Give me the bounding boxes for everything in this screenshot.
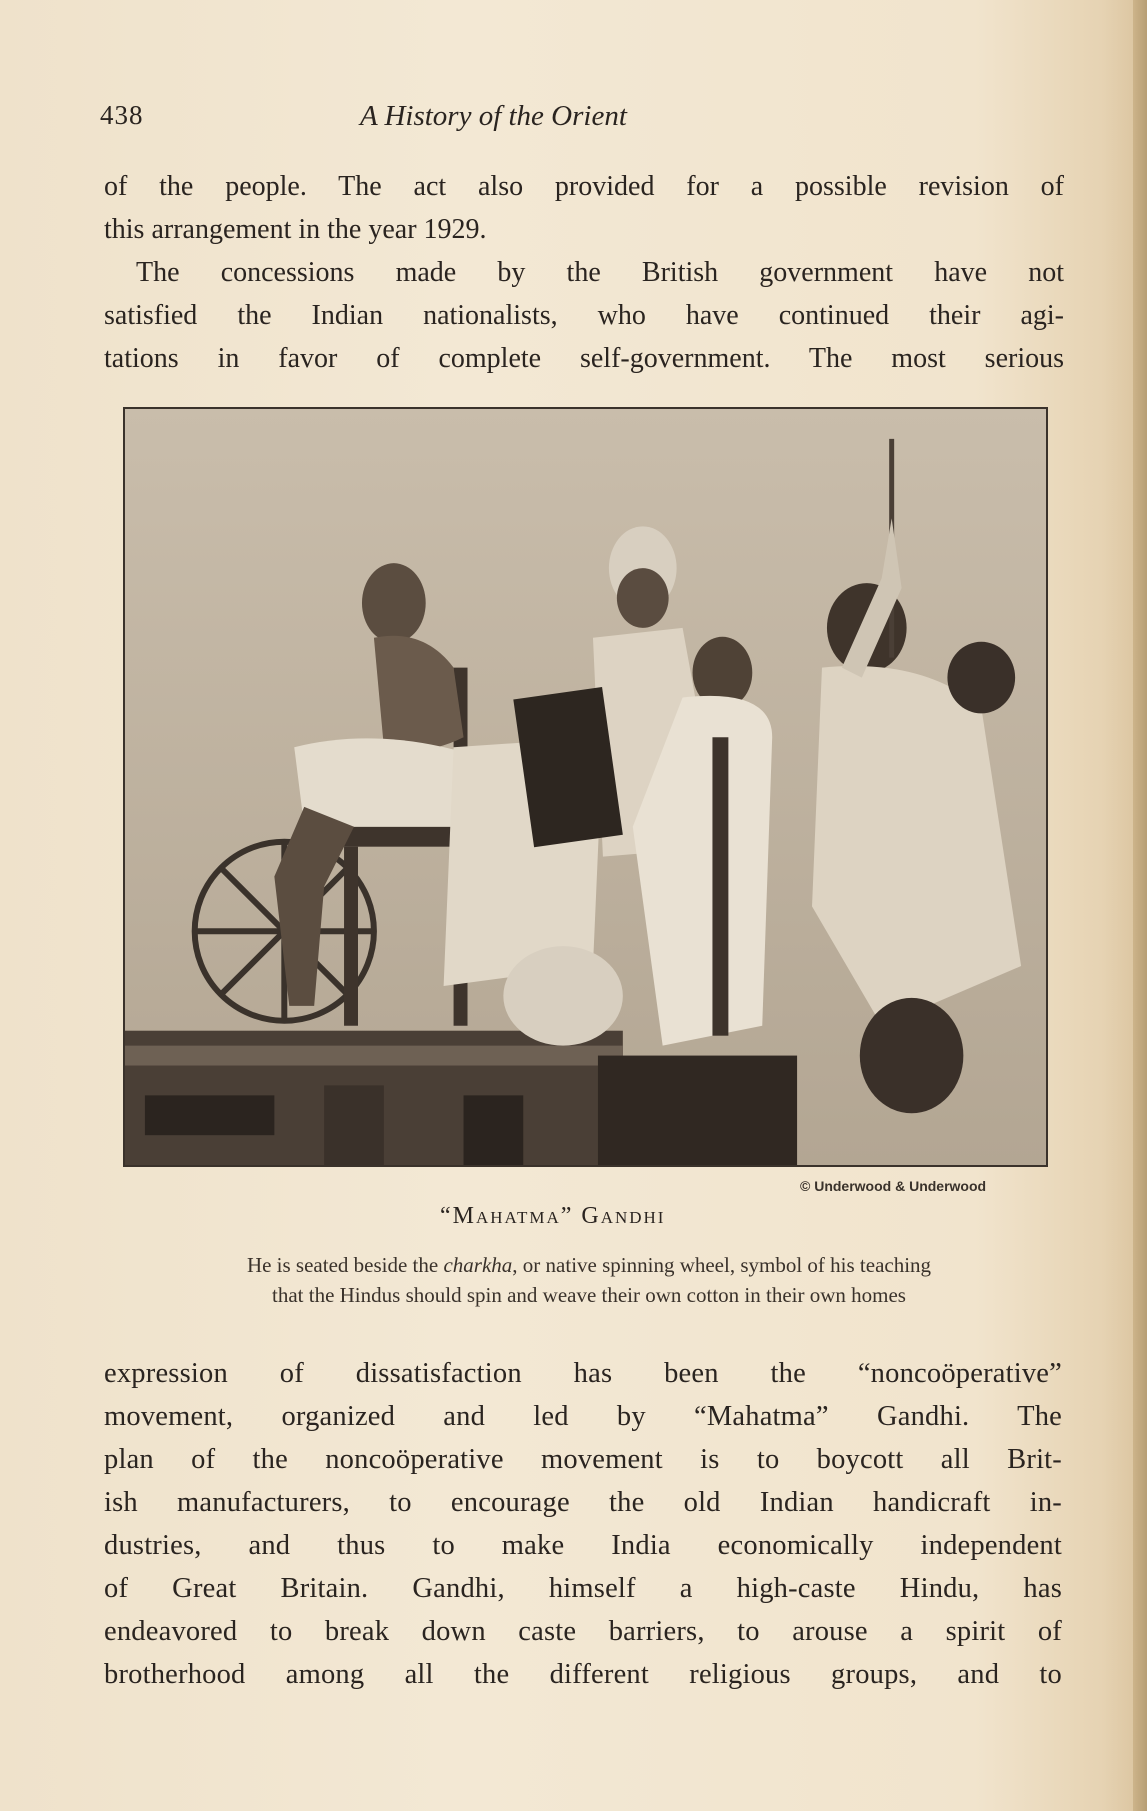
text-line: ish manufacturers, to encourage the old Indian handicraft in- xyxy=(104,1487,1062,1518)
caption-title: “Mahatma” Gandhi xyxy=(440,1203,666,1229)
text-line: this arrangement in the year 1929. xyxy=(104,214,487,245)
text-line: The concessions made by the British government have not xyxy=(136,257,1064,288)
top-text-block xyxy=(104,165,1064,380)
page-number: 438 xyxy=(100,100,144,130)
text-line: of the people. The act also provided for a possible revision of xyxy=(104,171,1064,202)
bottom-text-block xyxy=(104,1352,1062,1696)
text-line: movement, organized and led by “Mahatma” Gandhi. The xyxy=(104,1401,1062,1432)
running-head: A History of the Orient xyxy=(360,100,627,132)
text-line: expression of dissatisfaction has been the “noncoöperative” xyxy=(104,1358,1062,1389)
text-line: satisfied the Indian nationalists, who have continued their agi- xyxy=(104,300,1064,331)
text-line: endeavored to break down caste barriers, to arouse a spirit of xyxy=(104,1616,1062,1647)
caption-text xyxy=(106,1250,1072,1310)
photo-illustration xyxy=(125,409,1046,1165)
text-line: dustries, and thus to make India economically independent xyxy=(104,1530,1062,1561)
caption-italic-word: charkha xyxy=(443,1253,513,1277)
text-line: of Great Britain. Gandhi, himself a high-caste Hindu, has xyxy=(104,1573,1062,1604)
photo-credit: © Underwood & Underwood xyxy=(800,1178,987,1194)
gandhi-photograph xyxy=(123,407,1048,1167)
caption-text-line: that the Hindus should spin and weave their own cotton in their own homes xyxy=(272,1283,906,1307)
text-line: tations in favor of complete self-government. The most serious xyxy=(104,343,1064,374)
text-line: plan of the noncoöperative movement is to boycott all Brit- xyxy=(104,1444,1062,1475)
page-edge xyxy=(1133,0,1147,1811)
page-header xyxy=(100,100,1000,140)
caption-text-part: He is seated beside the xyxy=(246,1253,444,1277)
text-line: brotherhood among all the different religious groups, and to xyxy=(104,1659,1062,1690)
caption-text-part: , or native spinning wheel, symbol of his teaching xyxy=(512,1253,932,1277)
